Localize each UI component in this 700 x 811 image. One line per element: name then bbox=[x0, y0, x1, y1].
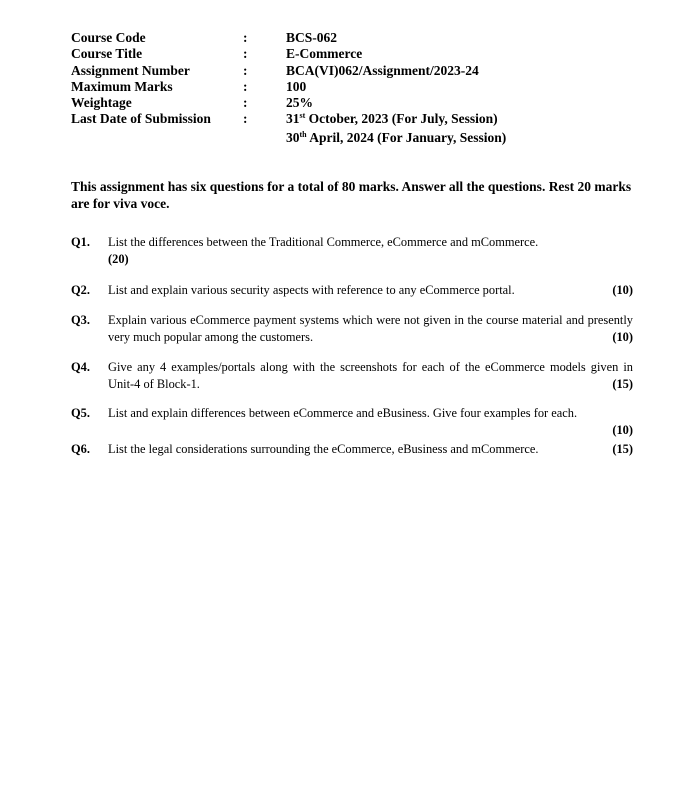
question-marks: (15) bbox=[612, 376, 633, 391]
date-rest: April, 2024 (For January, Session) bbox=[306, 129, 507, 145]
question-number: Q5. bbox=[71, 406, 90, 420]
meta-colon: : bbox=[243, 95, 248, 111]
question-number: Q1. bbox=[71, 235, 90, 249]
question-text: Explain various eCommerce payment systems which were not given in the course material and presently very much popular among the customers. bbox=[108, 313, 633, 344]
meta-label: Last Date of Submission bbox=[71, 111, 211, 127]
submission-date-row bbox=[71, 111, 506, 127]
question-number: Q6. bbox=[71, 442, 90, 456]
date-day: 30 bbox=[286, 129, 300, 145]
question-2 bbox=[71, 282, 633, 299]
date-day: 31 bbox=[286, 111, 300, 127]
course-title-value: E-Commerce bbox=[286, 46, 363, 62]
date-rest: October, 2023 (For July, Session) bbox=[305, 111, 498, 127]
question-number: Q4. bbox=[71, 360, 90, 374]
question-5 bbox=[71, 405, 633, 438]
question-number: Q2. bbox=[71, 283, 90, 297]
submission-date-row-2 bbox=[71, 130, 506, 146]
meta-colon: : bbox=[243, 62, 248, 78]
question-marks: (10) bbox=[612, 329, 633, 344]
course-title-row bbox=[71, 46, 506, 62]
weightage-value: 25% bbox=[286, 95, 313, 111]
question-text: List and explain differences between eCommerce and eBusiness. Give four examples for each. bbox=[108, 406, 578, 420]
assignment-instructions: This assignment has six questions for a total of 80 marks. Answer all the questions. Rest 20 marks are for viva voce. bbox=[71, 179, 632, 211]
question-marks: (10) bbox=[612, 283, 633, 297]
meta-label: Maximum Marks bbox=[71, 78, 173, 94]
question-marks: (20) bbox=[108, 251, 129, 266]
meta-label: Course Title bbox=[71, 46, 143, 62]
meta-label: Weightage bbox=[71, 95, 132, 111]
question-text: Give any 4 examples/portals along with the screenshots for each of the eCommerce models given in Unit-4 of Block-1. bbox=[108, 360, 633, 391]
question-marks: (10) bbox=[612, 422, 633, 437]
assignment-number-value: BCA(VI)062/Assignment/2023-24 bbox=[286, 62, 479, 78]
course-code-value: BCS-062 bbox=[286, 30, 338, 45]
date-ordinal: st bbox=[299, 111, 306, 121]
course-code-row bbox=[71, 30, 506, 46]
meta-label: Assignment Number bbox=[71, 62, 190, 78]
weightage-row bbox=[71, 95, 506, 111]
question-text: List the legal considerations surrounding the eCommerce, eBusiness and mCommerce. bbox=[108, 442, 539, 456]
meta-colon: : bbox=[243, 46, 248, 62]
date-ordinal: th bbox=[299, 129, 307, 139]
question-text: List the differences between the Traditional Commerce, eCommerce and mCommerce. bbox=[108, 235, 539, 249]
question-marks: (15) bbox=[612, 442, 633, 456]
course-details bbox=[71, 30, 506, 146]
submission-date-july bbox=[286, 111, 498, 127]
question-4 bbox=[71, 359, 633, 392]
meta-colon: : bbox=[243, 111, 248, 127]
maximum-marks-row bbox=[71, 79, 506, 95]
question-text: List and explain various security aspects with reference to any eCommerce portal. bbox=[108, 283, 515, 297]
question-6 bbox=[71, 441, 633, 458]
meta-colon: : bbox=[243, 78, 248, 94]
meta-colon: : bbox=[243, 30, 248, 45]
question-number: Q3. bbox=[71, 313, 90, 327]
question-1 bbox=[71, 234, 633, 267]
meta-label: Course Code bbox=[71, 30, 146, 45]
assignment-number-row bbox=[71, 63, 506, 79]
maximum-marks-value: 100 bbox=[286, 78, 307, 94]
question-3 bbox=[71, 312, 633, 345]
submission-date-january bbox=[286, 130, 506, 146]
